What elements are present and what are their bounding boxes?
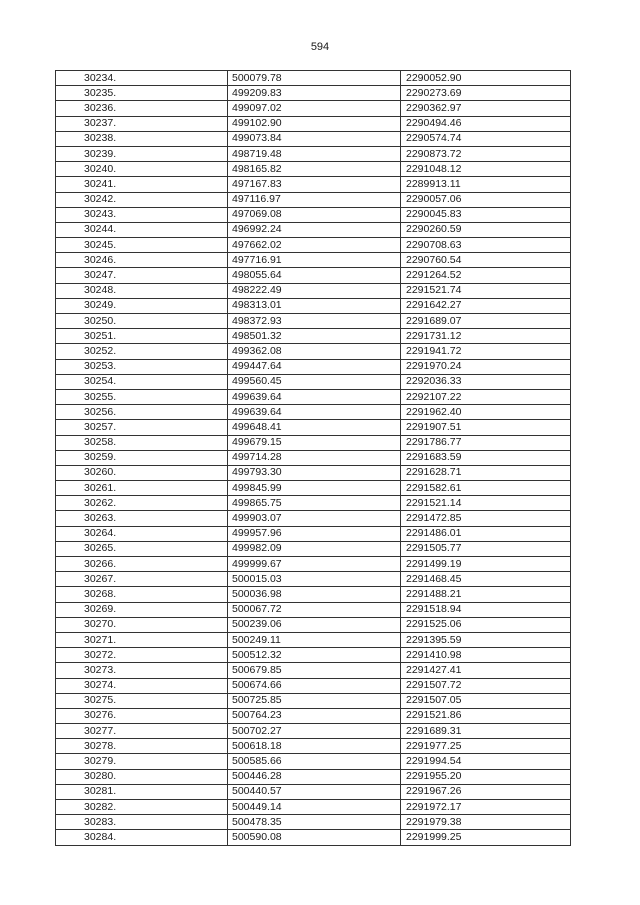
y-coordinate-cell: 2291994.54 <box>401 754 571 769</box>
x-coordinate-cell: 499793.30 <box>228 465 401 480</box>
table-row <box>56 162 571 177</box>
table-row <box>56 71 571 86</box>
x-coordinate-cell: 500585.66 <box>228 754 401 769</box>
point-number-cell: 30241. <box>56 177 228 192</box>
y-coordinate-cell: 2291642.27 <box>401 298 571 313</box>
table-row <box>56 693 571 708</box>
y-coordinate-cell: 2291472.85 <box>401 511 571 526</box>
table-row <box>56 207 571 222</box>
y-coordinate-cell: 2290260.59 <box>401 222 571 237</box>
y-coordinate-cell: 2291505.77 <box>401 541 571 556</box>
y-coordinate-cell: 2291048.12 <box>401 162 571 177</box>
point-number-cell: 30237. <box>56 116 228 131</box>
table-row <box>56 131 571 146</box>
point-number-cell: 30248. <box>56 283 228 298</box>
table-row <box>56 617 571 632</box>
page-number: 594 <box>310 41 330 53</box>
table-row <box>56 329 571 344</box>
x-coordinate-cell: 500725.85 <box>228 693 401 708</box>
y-coordinate-cell: 2291410.98 <box>401 648 571 663</box>
x-coordinate-cell: 497069.08 <box>228 207 401 222</box>
x-coordinate-cell: 500674.66 <box>228 678 401 693</box>
table-row <box>56 86 571 101</box>
table-row <box>56 632 571 647</box>
table-row <box>56 450 571 465</box>
x-coordinate-cell: 499097.02 <box>228 101 401 116</box>
table-row <box>56 830 571 845</box>
x-coordinate-cell: 499903.07 <box>228 511 401 526</box>
table-row <box>56 268 571 283</box>
x-coordinate-cell: 499679.15 <box>228 435 401 450</box>
point-number-cell: 30277. <box>56 724 228 739</box>
point-number-cell: 30262. <box>56 496 228 511</box>
y-coordinate-cell: 2290362.97 <box>401 101 571 116</box>
point-number-cell: 30280. <box>56 769 228 784</box>
point-number-cell: 30267. <box>56 572 228 587</box>
y-coordinate-cell: 2291628.71 <box>401 465 571 480</box>
y-coordinate-cell: 2291499.19 <box>401 557 571 572</box>
x-coordinate-cell: 500449.14 <box>228 800 401 815</box>
point-number-cell: 30270. <box>56 617 228 632</box>
y-coordinate-cell: 2290574.74 <box>401 131 571 146</box>
y-coordinate-cell: 2291521.86 <box>401 708 571 723</box>
table-row <box>56 769 571 784</box>
table-row <box>56 405 571 420</box>
point-number-cell: 30250. <box>56 314 228 329</box>
y-coordinate-cell: 2291507.72 <box>401 678 571 693</box>
point-number-cell: 30252. <box>56 344 228 359</box>
point-number-cell: 30273. <box>56 663 228 678</box>
table-row <box>56 526 571 541</box>
x-coordinate-cell: 498372.93 <box>228 314 401 329</box>
point-number-cell: 30246. <box>56 253 228 268</box>
coordinate-table-body <box>56 71 571 846</box>
x-coordinate-cell: 499648.41 <box>228 420 401 435</box>
point-number-cell: 30242. <box>56 192 228 207</box>
x-coordinate-cell: 497716.91 <box>228 253 401 268</box>
point-number-cell: 30249. <box>56 298 228 313</box>
point-number-cell: 30283. <box>56 815 228 830</box>
table-row <box>56 435 571 450</box>
x-coordinate-cell: 500036.98 <box>228 587 401 602</box>
table-row <box>56 678 571 693</box>
table-row <box>56 648 571 663</box>
point-number-cell: 30238. <box>56 131 228 146</box>
table-row <box>56 253 571 268</box>
x-coordinate-cell: 499865.75 <box>228 496 401 511</box>
y-coordinate-cell: 2291395.59 <box>401 632 571 647</box>
x-coordinate-cell: 500440.57 <box>228 784 401 799</box>
x-coordinate-cell: 499639.64 <box>228 405 401 420</box>
point-number-cell: 30264. <box>56 526 228 541</box>
point-number-cell: 30243. <box>56 207 228 222</box>
table-row <box>56 602 571 617</box>
point-number-cell: 30266. <box>56 557 228 572</box>
y-coordinate-cell: 2291525.06 <box>401 617 571 632</box>
table-row <box>56 389 571 404</box>
point-number-cell: 30268. <box>56 587 228 602</box>
point-number-cell: 30259. <box>56 450 228 465</box>
point-number-cell: 30272. <box>56 648 228 663</box>
point-number-cell: 30240. <box>56 162 228 177</box>
point-number-cell: 30284. <box>56 830 228 845</box>
point-number-cell: 30257. <box>56 420 228 435</box>
x-coordinate-cell: 498313.01 <box>228 298 401 313</box>
table-row <box>56 359 571 374</box>
y-coordinate-cell: 2291977.25 <box>401 739 571 754</box>
y-coordinate-cell: 2290057.06 <box>401 192 571 207</box>
point-number-cell: 30253. <box>56 359 228 374</box>
point-number-cell: 30235. <box>56 86 228 101</box>
point-number-cell: 30271. <box>56 632 228 647</box>
y-coordinate-cell: 2291941.72 <box>401 344 571 359</box>
point-number-cell: 30278. <box>56 739 228 754</box>
point-number-cell: 30256. <box>56 405 228 420</box>
y-coordinate-cell: 2290273.69 <box>401 86 571 101</box>
table-row <box>56 663 571 678</box>
table-row <box>56 754 571 769</box>
point-number-cell: 30258. <box>56 435 228 450</box>
point-number-cell: 30276. <box>56 708 228 723</box>
point-number-cell: 30234. <box>56 71 228 86</box>
y-coordinate-cell: 2290052.90 <box>401 71 571 86</box>
table-row <box>56 298 571 313</box>
y-coordinate-cell: 2289913.11 <box>401 177 571 192</box>
x-coordinate-cell: 497662.02 <box>228 238 401 253</box>
x-coordinate-cell: 498719.48 <box>228 146 401 161</box>
table-row <box>56 116 571 131</box>
y-coordinate-cell: 2292107.22 <box>401 389 571 404</box>
x-coordinate-cell: 500679.85 <box>228 663 401 678</box>
y-coordinate-cell: 2291683.59 <box>401 450 571 465</box>
y-coordinate-cell: 2290494.46 <box>401 116 571 131</box>
y-coordinate-cell: 2291427.41 <box>401 663 571 678</box>
table-row <box>56 146 571 161</box>
x-coordinate-cell: 499639.64 <box>228 389 401 404</box>
point-number-cell: 30245. <box>56 238 228 253</box>
table-row <box>56 420 571 435</box>
table-row <box>56 496 571 511</box>
y-coordinate-cell: 2291967.26 <box>401 784 571 799</box>
y-coordinate-cell: 2291955.20 <box>401 769 571 784</box>
y-coordinate-cell: 2291689.31 <box>401 724 571 739</box>
x-coordinate-cell: 500446.28 <box>228 769 401 784</box>
y-coordinate-cell: 2291962.40 <box>401 405 571 420</box>
x-coordinate-cell: 496992.24 <box>228 222 401 237</box>
y-coordinate-cell: 2291518.94 <box>401 602 571 617</box>
x-coordinate-cell: 500702.27 <box>228 724 401 739</box>
table-row <box>56 587 571 602</box>
x-coordinate-cell: 500015.03 <box>228 572 401 587</box>
y-coordinate-cell: 2290045.83 <box>401 207 571 222</box>
table-row <box>56 283 571 298</box>
x-coordinate-cell: 499999.67 <box>228 557 401 572</box>
x-coordinate-cell: 498222.49 <box>228 283 401 298</box>
table-row <box>56 557 571 572</box>
y-coordinate-cell: 2291521.74 <box>401 283 571 298</box>
x-coordinate-cell: 500067.72 <box>228 602 401 617</box>
y-coordinate-cell: 2291979.38 <box>401 815 571 830</box>
x-coordinate-cell: 497116.97 <box>228 192 401 207</box>
x-coordinate-cell: 500079.78 <box>228 71 401 86</box>
x-coordinate-cell: 499714.28 <box>228 450 401 465</box>
table-row <box>56 374 571 389</box>
point-number-cell: 30236. <box>56 101 228 116</box>
x-coordinate-cell: 500249.11 <box>228 632 401 647</box>
x-coordinate-cell: 497167.83 <box>228 177 401 192</box>
point-number-cell: 30263. <box>56 511 228 526</box>
x-coordinate-cell: 499209.83 <box>228 86 401 101</box>
table-row <box>56 815 571 830</box>
y-coordinate-cell: 2291468.45 <box>401 572 571 587</box>
y-coordinate-cell: 2291731.12 <box>401 329 571 344</box>
y-coordinate-cell: 2290873.72 <box>401 146 571 161</box>
y-coordinate-cell: 2291786.77 <box>401 435 571 450</box>
x-coordinate-cell: 499102.90 <box>228 116 401 131</box>
x-coordinate-cell: 500239.06 <box>228 617 401 632</box>
point-number-cell: 30251. <box>56 329 228 344</box>
table-row <box>56 344 571 359</box>
x-coordinate-cell: 498055.64 <box>228 268 401 283</box>
y-coordinate-cell: 2291486.01 <box>401 526 571 541</box>
table-row <box>56 101 571 116</box>
x-coordinate-cell: 498501.32 <box>228 329 401 344</box>
table-row <box>56 192 571 207</box>
point-number-cell: 30244. <box>56 222 228 237</box>
x-coordinate-cell: 499362.08 <box>228 344 401 359</box>
x-coordinate-cell: 499560.45 <box>228 374 401 389</box>
point-number-cell: 30255. <box>56 389 228 404</box>
point-number-cell: 30239. <box>56 146 228 161</box>
point-number-cell: 30279. <box>56 754 228 769</box>
y-coordinate-cell: 2291970.24 <box>401 359 571 374</box>
table-row <box>56 784 571 799</box>
table-row <box>56 238 571 253</box>
table-row <box>56 739 571 754</box>
x-coordinate-cell: 499982.09 <box>228 541 401 556</box>
point-number-cell: 30261. <box>56 481 228 496</box>
point-number-cell: 30254. <box>56 374 228 389</box>
y-coordinate-cell: 2290760.54 <box>401 253 571 268</box>
table-row <box>56 708 571 723</box>
table-row <box>56 541 571 556</box>
x-coordinate-cell: 499073.84 <box>228 131 401 146</box>
table-row <box>56 222 571 237</box>
y-coordinate-cell: 2291999.25 <box>401 830 571 845</box>
y-coordinate-cell: 2291582.61 <box>401 481 571 496</box>
table-row <box>56 572 571 587</box>
point-number-cell: 30247. <box>56 268 228 283</box>
table-row <box>56 465 571 480</box>
x-coordinate-cell: 499845.99 <box>228 481 401 496</box>
x-coordinate-cell: 500618.18 <box>228 739 401 754</box>
x-coordinate-cell: 500512.32 <box>228 648 401 663</box>
x-coordinate-cell: 499447.64 <box>228 359 401 374</box>
table-row <box>56 314 571 329</box>
table-row <box>56 481 571 496</box>
table-row <box>56 177 571 192</box>
x-coordinate-cell: 500590.08 <box>228 830 401 845</box>
x-coordinate-cell: 499957.96 <box>228 526 401 541</box>
y-coordinate-cell: 2292036.33 <box>401 374 571 389</box>
point-number-cell: 30269. <box>56 602 228 617</box>
table-row <box>56 724 571 739</box>
y-coordinate-cell: 2291972.17 <box>401 800 571 815</box>
y-coordinate-cell: 2291521.14 <box>401 496 571 511</box>
coordinate-table <box>55 70 571 846</box>
y-coordinate-cell: 2291907.51 <box>401 420 571 435</box>
x-coordinate-cell: 498165.82 <box>228 162 401 177</box>
point-number-cell: 30282. <box>56 800 228 815</box>
x-coordinate-cell: 500764.23 <box>228 708 401 723</box>
table-row <box>56 511 571 526</box>
point-number-cell: 30275. <box>56 693 228 708</box>
y-coordinate-cell: 2291507.05 <box>401 693 571 708</box>
point-number-cell: 30265. <box>56 541 228 556</box>
y-coordinate-cell: 2291264.52 <box>401 268 571 283</box>
point-number-cell: 30281. <box>56 784 228 799</box>
point-number-cell: 30260. <box>56 465 228 480</box>
y-coordinate-cell: 2290708.63 <box>401 238 571 253</box>
x-coordinate-cell: 500478.35 <box>228 815 401 830</box>
y-coordinate-cell: 2291689.07 <box>401 314 571 329</box>
y-coordinate-cell: 2291488.21 <box>401 587 571 602</box>
table-row <box>56 800 571 815</box>
point-number-cell: 30274. <box>56 678 228 693</box>
